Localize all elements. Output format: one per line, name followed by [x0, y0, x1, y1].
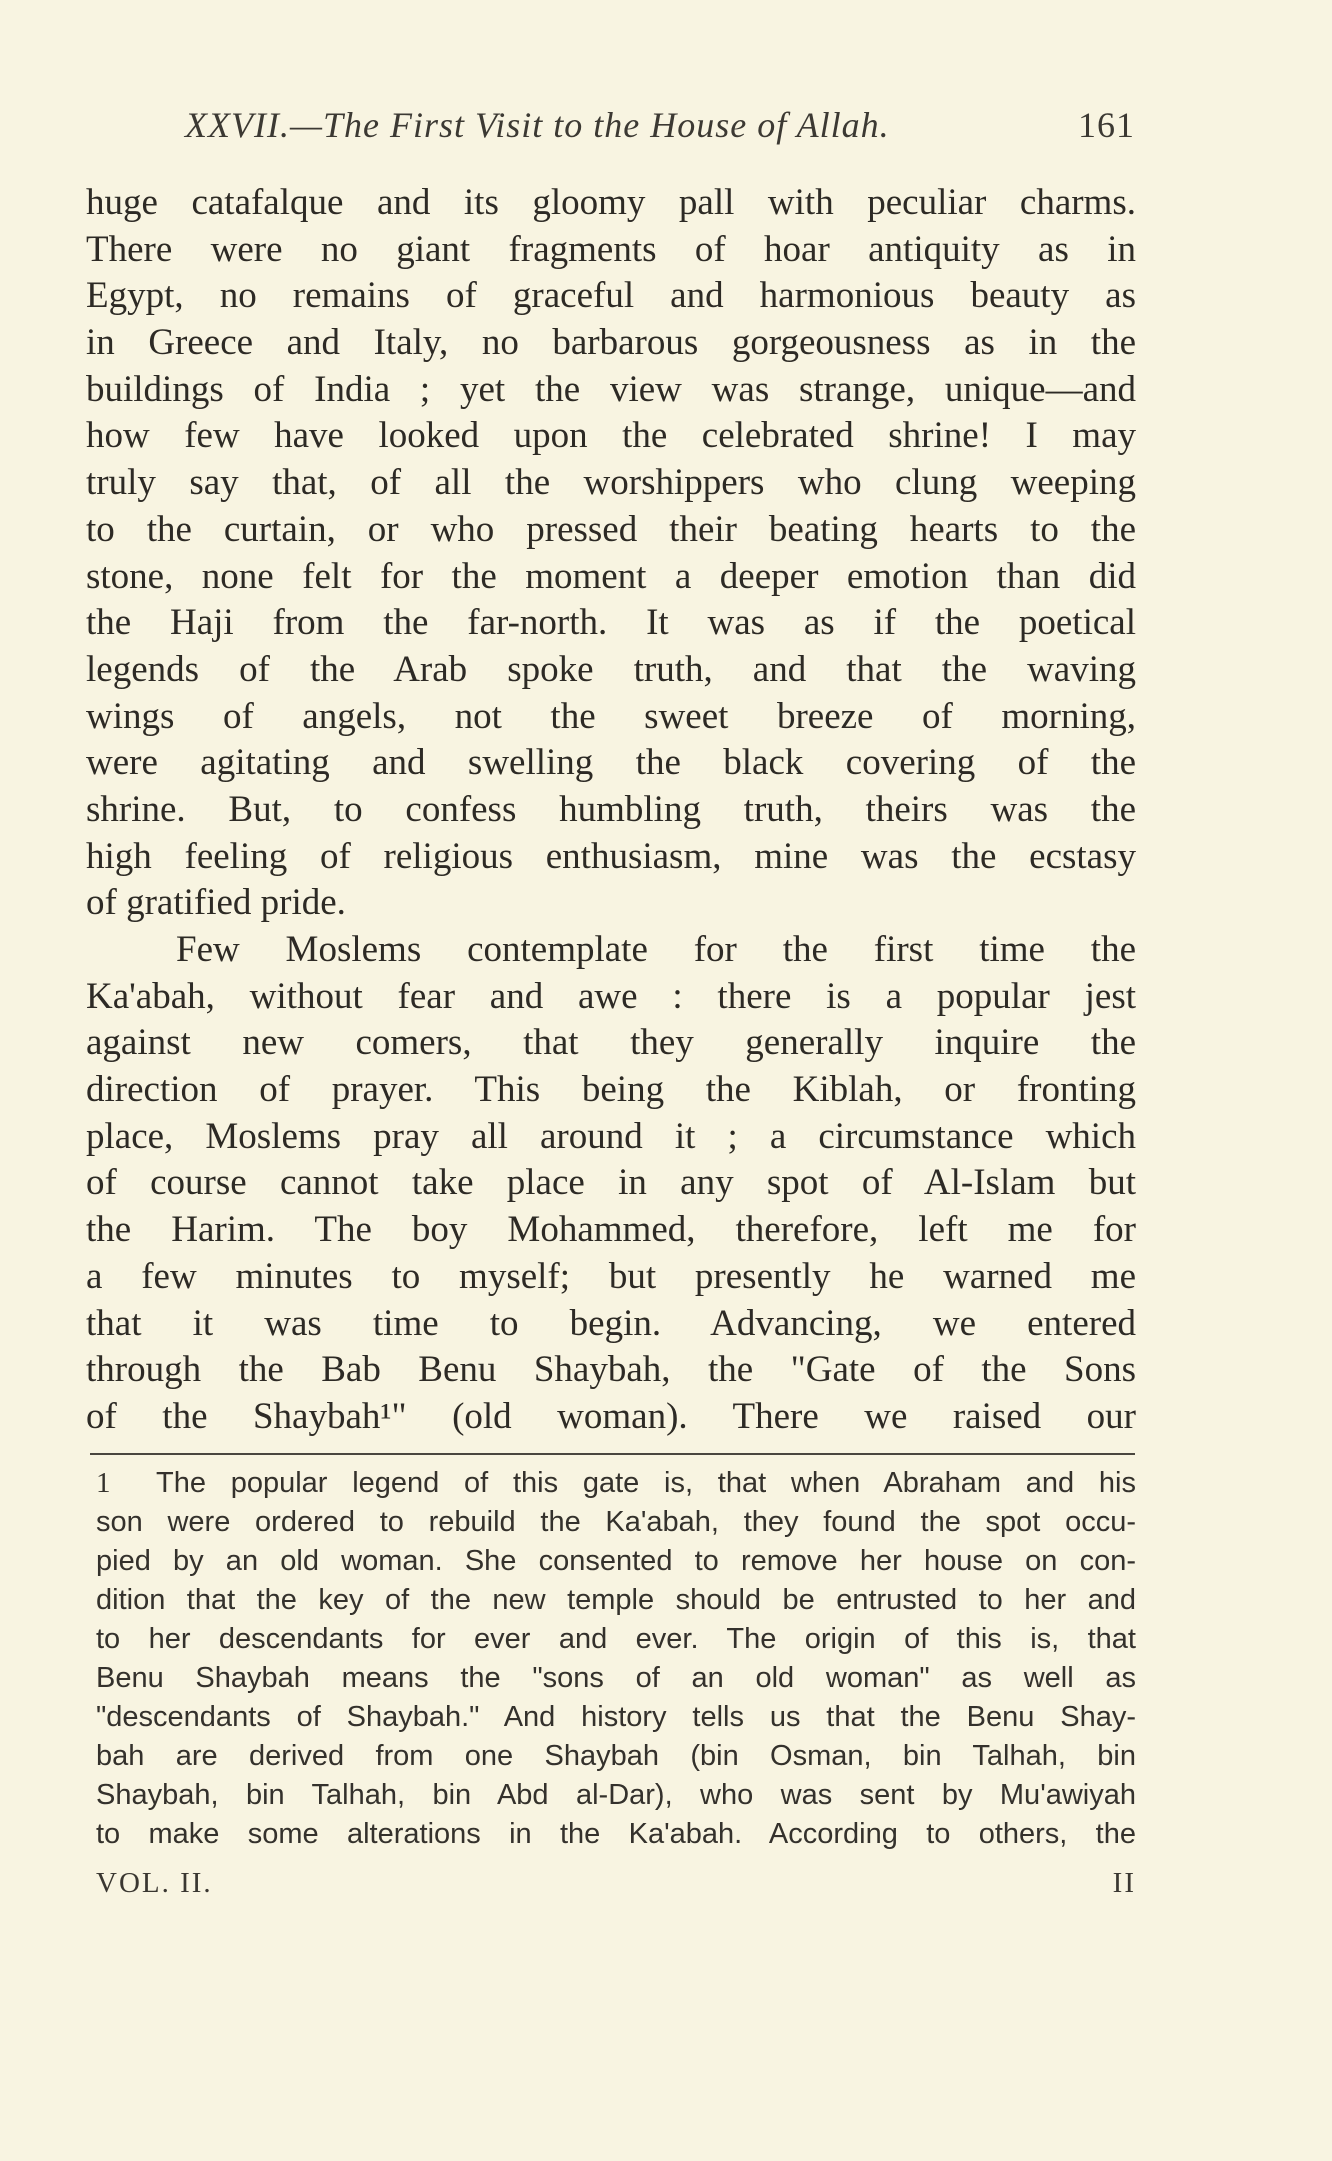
body-line: Egypt, no remains of graceful and harmonious beauty as — [86, 275, 1136, 317]
body-line: a few minutes to myself; but presently he warned me — [86, 1255, 1136, 1297]
body-line: were agitating and swelling the black covering of the — [86, 742, 1136, 784]
footnote-line: pied by an old woman. She consented to remove her house on con- — [96, 1545, 1136, 1577]
body-line: of the Shaybah¹" (old woman). There we raised our — [86, 1395, 1136, 1437]
body-line: direction of prayer. This being the Kiblah, or fronting — [86, 1069, 1136, 1111]
signature-mark: II — [1112, 1867, 1136, 1899]
footnote — [96, 1464, 1136, 1854]
body-line: that it was time to begin. Advancing, we entered — [86, 1302, 1136, 1344]
body-line: Ka'abah, without fear and awe : there is a popular jest — [86, 975, 1136, 1017]
page-number: 161 — [1078, 105, 1135, 145]
footnote-line: Benu Shaybah means the "sons of an old woman" as well as — [96, 1662, 1136, 1694]
body-text — [86, 180, 1136, 1441]
body-line: legends of the Arab spoke truth, and that the waving — [86, 648, 1136, 690]
body-line: through the Bab Benu Shaybah, the "Gate of the Sons — [86, 1349, 1136, 1391]
footnote-line: The popular legend of this gate is, that when Abraham and his — [156, 1467, 1136, 1499]
footnote-line: "descendants of Shaybah." And history tells us that the Benu Shay- — [96, 1701, 1136, 1733]
body-line: the Harim. The boy Mohammed, therefore, left me for — [86, 1209, 1136, 1251]
footnote-line: bah are derived from one Shaybah (bin Osman, bin Talhah, bin — [96, 1740, 1136, 1772]
body-line: place, Moslems pray all around it ; a circumstance which — [86, 1115, 1136, 1157]
body-line: against new comers, that they generally inquire the — [86, 1022, 1136, 1064]
footnote-line: Shaybah, bin Talhah, bin Abd al-Dar), who was sent by Mu'awiyah — [96, 1779, 1136, 1811]
body-line: There were no giant fragments of hoar antiquity as in — [86, 228, 1136, 270]
body-line: buildings of India ; yet the view was strange, unique—and — [86, 368, 1136, 410]
volume-mark: VOL. II. — [96, 1867, 213, 1899]
body-line: the Haji from the far-north. It was as if the poetical — [86, 602, 1136, 644]
paragraph-first-line: Few Moslems contemplate for the first time the — [176, 929, 1136, 970]
body-line: wings of angels, not the sweet breeze of morning, — [86, 695, 1136, 737]
footnote-line: son were ordered to rebuild the Ka'abah, they found the spot occu- — [96, 1506, 1136, 1538]
footnote-rule — [90, 1453, 1135, 1455]
chapter-title: XXVII.—The First Visit to the House of Allah. — [185, 105, 890, 145]
body-line: in Greece and Italy, no barbarous gorgeousness as in the — [86, 322, 1136, 364]
body-line: truly say that, of all the worshippers who clung weeping — [86, 462, 1136, 504]
body-line: how few have looked upon the celebrated shrine! I may — [86, 415, 1136, 457]
footnote-line: to her descendants for ever and ever. The origin of this is, that — [96, 1623, 1136, 1655]
body-line: high feeling of religious enthusiasm, mine was the ecstasy — [86, 835, 1136, 877]
body-line: of gratified pride. — [86, 882, 346, 924]
running-head — [90, 98, 1135, 152]
footnote-line: to make some alterations in the Ka'abah. According to others, the — [96, 1818, 1136, 1850]
body-line: huge catafalque and its gloomy pall with peculiar charms. — [86, 182, 1136, 223]
body-line: stone, none felt for the moment a deeper emotion than did — [86, 555, 1136, 597]
footnote-line: dition that the key of the new temple should be entrusted to her and — [96, 1584, 1136, 1616]
footnote-marker: 1 — [96, 1467, 111, 1499]
signature-line — [96, 1863, 1136, 1903]
body-line: to the curtain, or who pressed their beating hearts to the — [86, 508, 1136, 550]
body-line: of course cannot take place in any spot of Al-Islam but — [86, 1162, 1136, 1204]
body-line: shrine. But, to confess humbling truth, theirs was the — [86, 788, 1136, 830]
